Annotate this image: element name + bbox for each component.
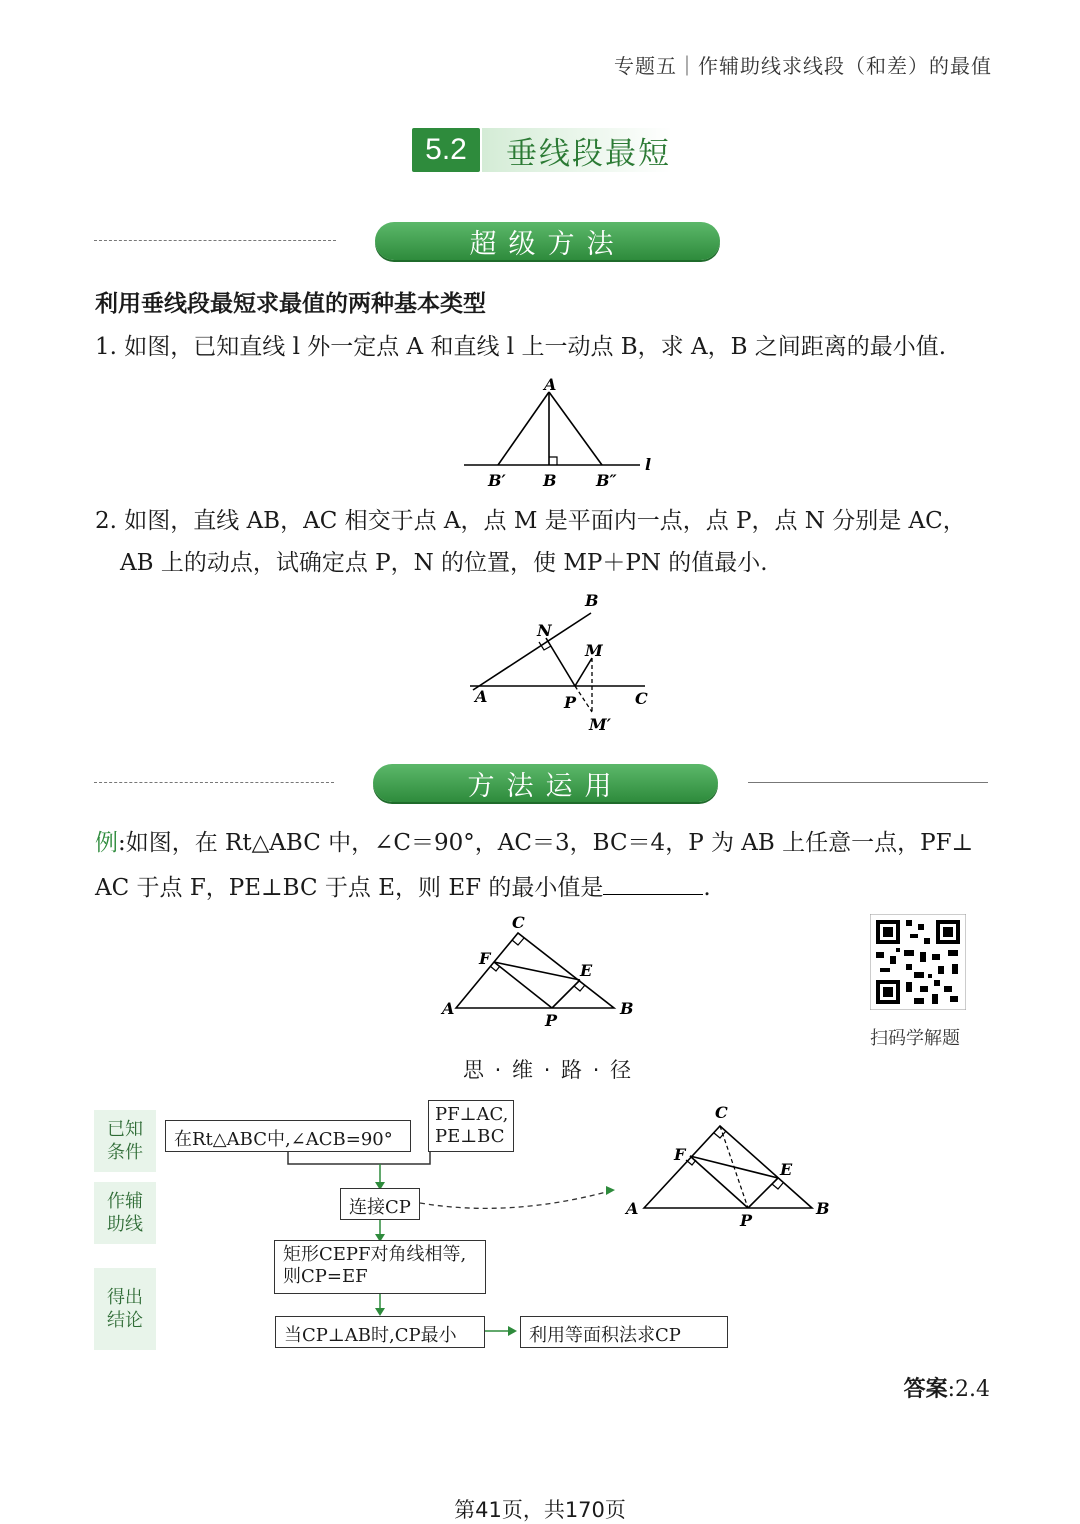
flow-box-rectangle	[274, 1240, 486, 1294]
example-end: .	[703, 875, 711, 901]
fig1-label-b: B	[543, 471, 557, 490]
example-text-1: :如图，在 Rt△ABC 中，∠C＝90°，AC＝3，BC＝4，P 为 AB 上任意一点，PF⊥	[118, 830, 974, 856]
divider-left	[94, 240, 336, 241]
fig4-label-p: P	[740, 1211, 753, 1230]
fig2-label-m1: M′	[589, 715, 611, 734]
fig3-label-e: E	[580, 961, 593, 980]
side-label-conclusion: 得出 结论	[94, 1268, 156, 1350]
fig2-label-c: C	[635, 689, 648, 708]
fig2-label-m: M	[585, 641, 603, 660]
fig2-label-p: P	[564, 693, 577, 712]
fig1-label-l: l	[645, 455, 652, 474]
thinking-path-title: 思 · 维 · 路 · 径	[463, 1058, 634, 1082]
figure-4-triangle	[620, 1098, 840, 1230]
qr-code[interactable]	[870, 914, 966, 1010]
section-title: 垂线段最短	[482, 128, 672, 172]
item-1-text: 1. 如图，已知直线 l 外一定点 A 和直线 l 上一动点 B，求 A，B 之间距离的最小值.	[95, 334, 947, 360]
fig4-label-a: A	[626, 1199, 639, 1218]
example-label: 例	[95, 830, 118, 856]
example-line-1	[95, 832, 973, 855]
figure-1-perpendicular	[460, 372, 670, 494]
fig1-label-b2: B″	[596, 471, 617, 490]
divider-left-2	[94, 782, 334, 783]
pill-method-use: 方法运用	[373, 764, 718, 802]
answer-value: :2.4	[947, 1377, 990, 1402]
item-2-line-2: AB 上的动点，试确定点 P，N 的位置，使 MP＋PN 的值最小.	[120, 550, 768, 576]
pill-super-method: 超级方法	[375, 222, 720, 260]
fig3-label-p: P	[545, 1011, 558, 1030]
flow-box-equal-area: 利用等面积法求CP	[520, 1316, 728, 1348]
example-text-2: AC 于点 F，PE⊥BC 于点 E，则 EF 的最小值是	[95, 875, 604, 901]
fig4-label-b: B	[816, 1199, 830, 1218]
flow-box-perp-1: PF⊥AC,	[435, 1104, 509, 1125]
flow-box-rect-1: 矩形CEPF对角线相等,	[283, 1244, 467, 1265]
fig3-label-c: C	[512, 913, 525, 932]
flow-box-connect: 连接CP	[340, 1188, 420, 1220]
divider-right-2	[748, 782, 988, 783]
flow-box-minimum: 当CP⊥AB时,CP最小	[275, 1316, 485, 1348]
running-header: 专题五｜作辅助线求线段（和差）的最值	[614, 54, 992, 78]
section-number: 5.2	[412, 128, 480, 172]
fig3-label-b: B	[620, 999, 634, 1018]
side-label-auxiliary: 作辅 助线	[94, 1182, 156, 1244]
figure-2-reflection	[465, 588, 665, 738]
fig4-label-e: E	[780, 1160, 793, 1179]
intro-heading: 利用垂线段最短求最值的两种基本类型	[95, 290, 486, 317]
fig3-label-a: A	[442, 999, 455, 1018]
item-2-line-1: 2. 如图，直线 AB，AC 相交于点 A，点 M 是平面内一点，点 P，点 N 分别是 AC，	[95, 508, 966, 534]
fig1-label-b1: B′	[488, 471, 506, 490]
answer	[904, 1372, 990, 1403]
fig4-label-f: F	[674, 1145, 686, 1164]
qr-label: 扫码学解题	[870, 1028, 960, 1049]
answer-label: 答案	[903, 1376, 948, 1402]
flow-box-rect-2: 则CP=EF	[283, 1266, 368, 1287]
figure-3-triangle	[438, 908, 638, 1032]
fig2-label-n: N	[537, 621, 552, 640]
flow-box-given: 在Rt△ABC中,∠ACB=90°	[165, 1120, 411, 1152]
fig1-label-a: A	[544, 375, 557, 394]
fig3-label-f: F	[479, 949, 491, 968]
flow-box-perpendiculars	[428, 1100, 514, 1152]
side-label-given: 已知 条件	[94, 1110, 156, 1172]
fig2-label-a: A	[475, 687, 488, 706]
fig4-label-c: C	[715, 1103, 728, 1122]
flow-box-perp-2: PE⊥BC	[435, 1126, 505, 1147]
answer-blank	[603, 874, 703, 895]
example-line-2	[95, 874, 711, 900]
page-footer: 第41页，共170页	[454, 1498, 626, 1522]
fig2-label-b: B	[585, 591, 599, 610]
